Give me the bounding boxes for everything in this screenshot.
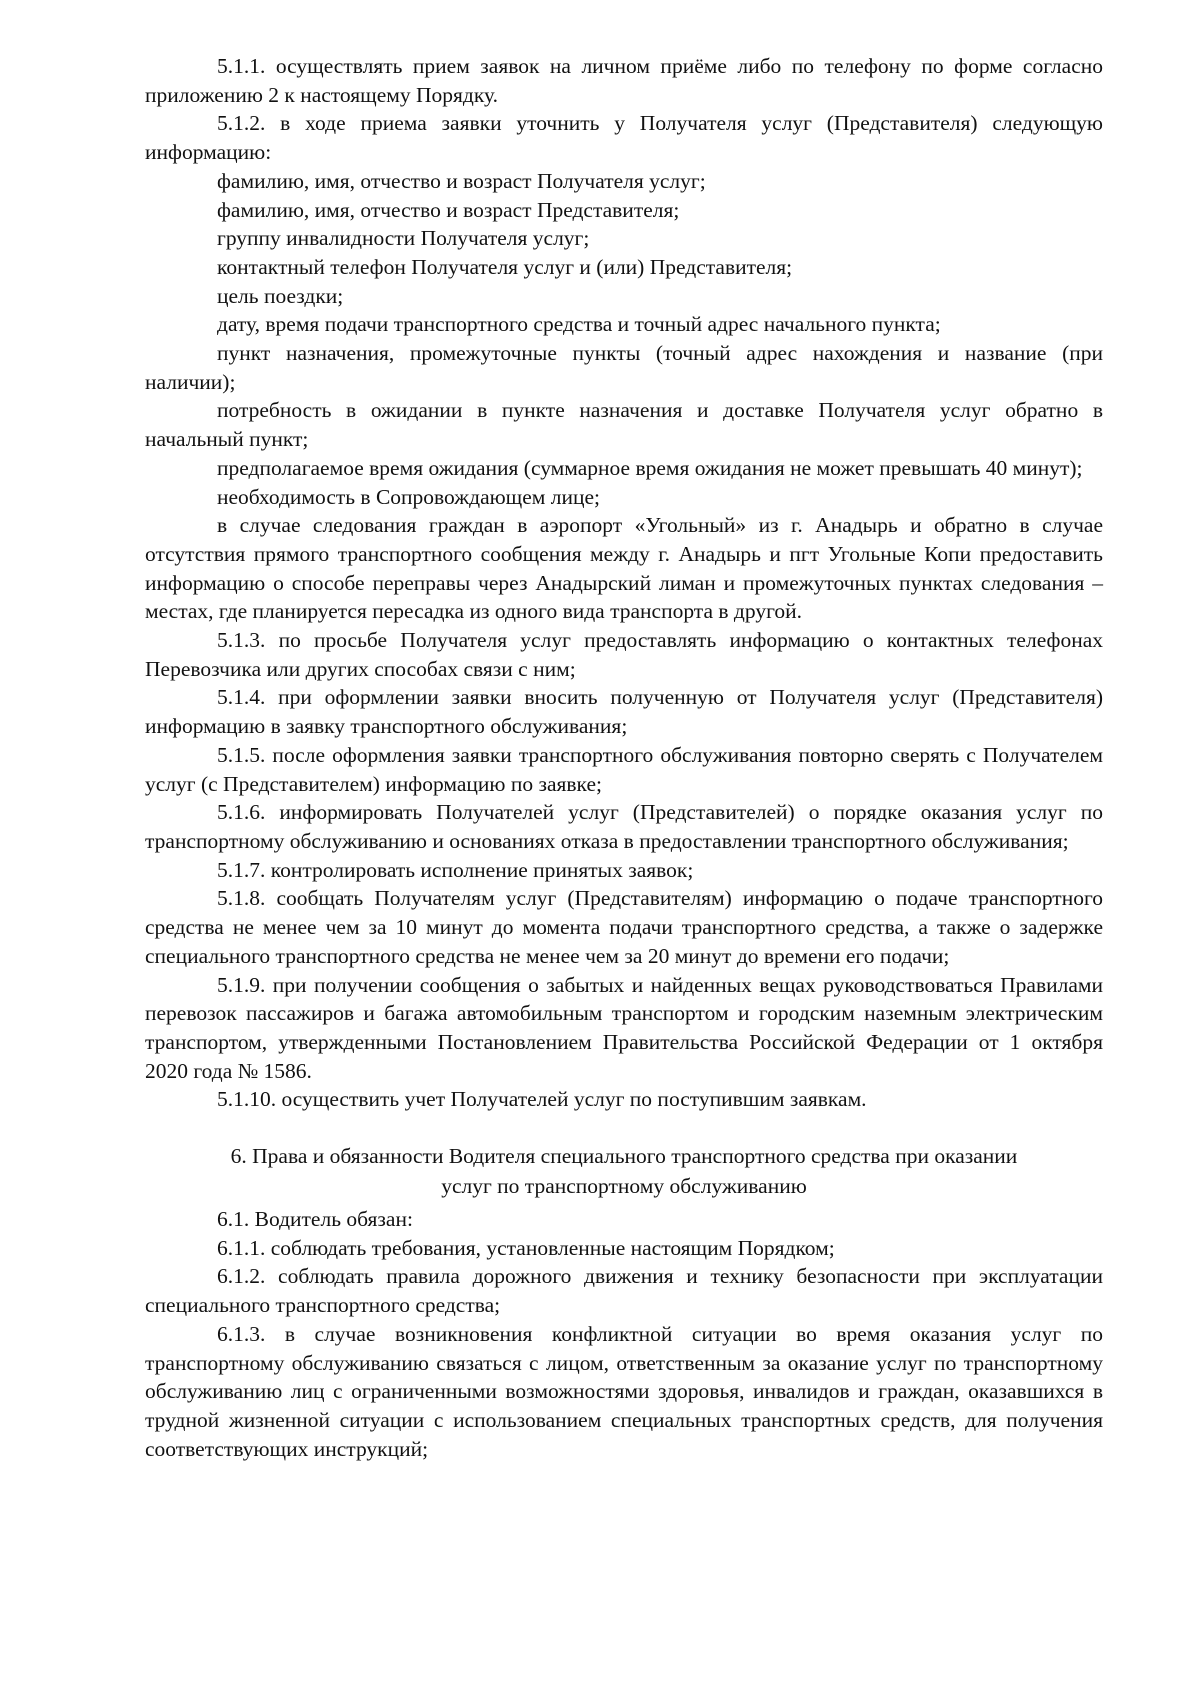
section-6-heading: [155, 1141, 1093, 1201]
paragraph-6-1-2: 6.1.2. соблюдать правила дорожного движения и технику безопасности при эксплуатации специального транспортного средства;: [145, 1264, 1103, 1318]
list-item: необходимость в Сопровождающем лице;: [217, 484, 601, 509]
list-item: дату, время подачи транспортного средства и точный адрес начального пункта;: [217, 312, 941, 337]
list-item: группу инвалидности Получателя услуг;: [217, 226, 590, 251]
paragraph-5-1-2: 5.1.2. в ходе приема заявки уточнить у Получателя услуг (Представителя) следующую информацию:: [145, 111, 1103, 165]
list-item: фамилию, имя, отчество и возраст Представителя;: [217, 197, 680, 222]
paragraph-5-1-5: 5.1.5. после оформления заявки транспортного обслуживания повторно сверять с Получателем услуг (с Представителем) информацию по заявке;: [145, 742, 1103, 796]
paragraph-5-1-4: 5.1.4. при оформлении заявки вносить полученную от Получателя услуг (Представителя) информацию в заявку транспортного обслуживания;: [145, 685, 1103, 739]
paragraph-5-1-1: 5.1.1. осуществлять прием заявок на личном приёме либо по телефону по форме согласно приложению 2 к настоящему Порядку.: [145, 54, 1103, 107]
list-item: контактный телефон Получателя услуг и (или) Представителя;: [217, 254, 793, 279]
paragraph-5-1-10: 5.1.10. осуществить учет Получателей услуг по поступившим заявкам.: [217, 1087, 867, 1112]
paragraph-6-1: 6.1. Водитель обязан:: [217, 1207, 413, 1232]
paragraph-5-1-6: 5.1.6. информировать Получателей услуг (Представителей) о порядке оказания услуг по транспортному обслуживанию и основаниях отказа в предоставлении транспортного обслуживания;: [145, 800, 1103, 853]
section-6-heading-line2: услуг по транспортному обслуживанию: [441, 1174, 807, 1199]
list-item: цель поездки;: [217, 283, 344, 308]
document-page: [145, 52, 1103, 1463]
list-item: фамилию, имя, отчество и возраст Получателя услуг;: [217, 168, 706, 193]
list-item: пункт назначения, промежуточные пункты (точный адрес нахождения и название (при наличии);: [145, 341, 1103, 394]
paragraph-5-1-8: 5.1.8. сообщать Получателям услуг (Представителям) информацию о подаче транспортного средства не менее чем за 10 минут до момента подачи транспортного средства, а также о задержке специального транспортного средства не менее чем за 20 минут до времени его подачи;: [145, 886, 1103, 968]
section-6-heading-line1: 6. Права и обязанности Водителя специального транспортного средства при оказании: [230, 1144, 1018, 1169]
list-item: в случае следования граждан в аэропорт «Угольный» из г. Анадырь и обратно в случае отсутствия прямого транспортного сообщения между г. Анадырь и пгт Угольные Копи предоставить информацию о способе переправы через Анадырский лиман и промежуточных пунктах следования – местах, где планируется пересадка из одного вида транспорта в другой.: [145, 513, 1103, 624]
paragraph-6-1-3: 6.1.3. в случае возникновения конфликтной ситуации во время оказания услуг по транспортному обслуживанию связаться с лицом, ответственным за оказание услуг по транспортному обслуживанию лиц с ограниченными возможностями здоровья, инвалидов и граждан, оказавшихся в трудной жизненной ситуации с использованием специальных транспортных средств, для получения соответствующих инструкций;: [145, 1321, 1103, 1461]
list-item: предполагаемое время ожидания (суммарное время ожидания не может превышать 40 минут);: [217, 455, 1083, 480]
paragraph-5-1-7: 5.1.7. контролировать исполнение принятых заявок;: [217, 857, 694, 882]
paragraph-5-1-3: 5.1.3. по просьбе Получателя услуг предоставлять информацию о контактных телефонах Перевозчика или других способах связи с ним;: [145, 628, 1103, 681]
list-item: потребность в ожидании в пункте назначения и доставке Получателя услуг обратно в начальный пункт;: [145, 398, 1103, 452]
paragraph-5-1-9: 5.1.9. при получении сообщения о забытых и найденных вещах руководствоваться Правилами перевозок пассажиров и багажа автомобильным транспортом и городским наземным электрическим транспортом, утвержденными Постановлением Правительства Российской Федерации от 1 октября 2020 года № 1586.: [145, 972, 1103, 1083]
paragraph-6-1-1: 6.1.1. соблюдать требования, установленные настоящим Порядком;: [217, 1235, 835, 1260]
